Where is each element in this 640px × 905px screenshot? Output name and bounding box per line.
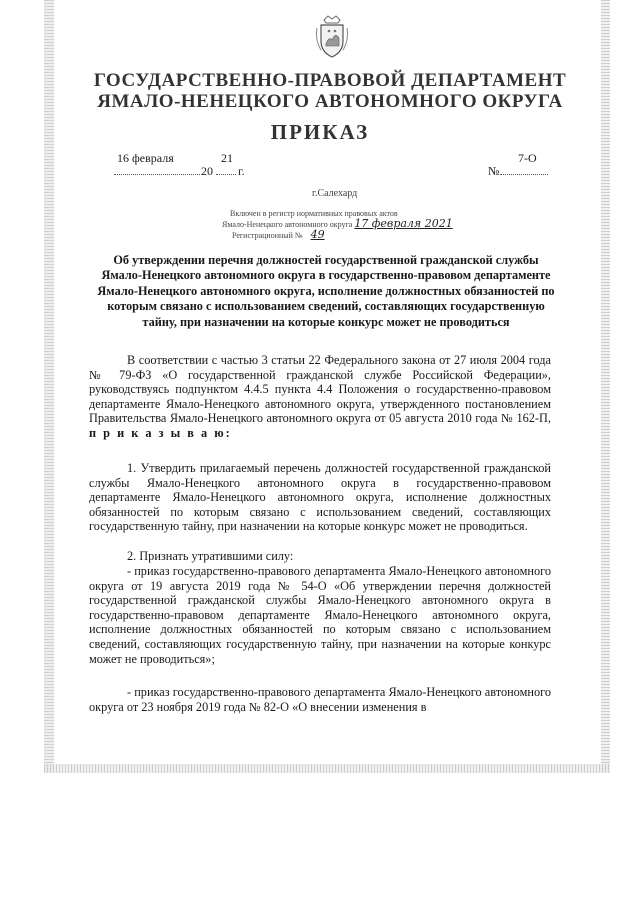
order-number-sign: № <box>488 164 500 178</box>
year-underline <box>216 174 236 175</box>
registry-line2 <box>222 219 453 230</box>
number-underline <box>500 174 548 175</box>
registry-line1: Включен в регистр нормативных правовых актов <box>230 209 398 218</box>
registry-line3-text: Регистрационный № <box>232 231 303 240</box>
item-2-sub1-paragraph: - приказ государственно-правового департамента Ямало-Ненецкого автономного округа от 19 августа 2019 года № 54-О «Об утверждении перечня должностей государственной гражданской службы Ямало-Ненецкого автономного округа в государственно-правовом департаменте Ямало-Ненецкого автономного округа, исполнение должностных обязанностей по которым связано с использованием сведений, составляющих государственную тайну, при назначении на которые конкурс может не проводиться»; <box>89 564 551 666</box>
organization-name-line1: ГОСУДАРСТВЕННО-ПРАВОВОЙ ДЕПАРТАМЕНТ <box>93 70 567 91</box>
item-1-paragraph: 1. Утвердить прилагаемый перечень должностей государственной гражданской службы Ямало-Ненецкого автономного округа в государственно-правовом департаменте Ямало-Ненецкого автономного округа, исполнение должностных обязанностей по которым связано с использованием сведений, составляющих государственную тайну, при назначении на которые конкурс может не проводиться. <box>89 461 551 534</box>
order-word: п р и к а з ы в а ю: <box>89 425 232 440</box>
order-year-prefix: 20 <box>201 164 213 178</box>
organization-name-line2: ЯМАЛО-НЕНЕЦКОГО АВТОНОМНОГО ОКРУГА <box>97 91 563 112</box>
document-title: Об утверждении перечня должностей государственной гражданской службы Ямало-Ненецкого автономного округа в государственно-правовом департаменте Ямало-Ненецкого автономного округа, исполнение должностных обязанностей по которым связано с использованием сведений, составляющих государственную тайну, при назначении на которые конкурс может не проводиться <box>97 253 555 329</box>
coat-of-arms-icon <box>314 14 350 60</box>
preamble-paragraph <box>89 353 551 441</box>
item-2-paragraph: 2. Признать утратившими силу: <box>127 549 294 563</box>
document-type-heading: ПРИКАЗ <box>270 120 370 144</box>
registry-line3 <box>232 230 453 241</box>
preamble-text: В соответствии с частью 3 статьи 22 Федерального закона от 27 июля 2004 года № 79-ФЗ «О государственной гражданской службе Российской Федерации», руководствуясь подпунктом 4.4.5 пункта 4.4 Положения о государственно-правовом департаменте Ямало-Ненецкого автономного округа, утвержденного постановлением Правительства Ямало-Ненецкого автономного округа от 05 августа 2010 года № 162-П, <box>89 353 551 426</box>
scan-border-bottom <box>44 764 610 773</box>
item-2-sub2-paragraph: - приказ государственно-правового департамента Ямало-Ненецкого автономного округа от 23 ноября 2019 года № 82-О «О внесении изменения в <box>89 685 551 714</box>
order-year-unit: г. <box>238 164 245 178</box>
scan-border-right <box>601 0 610 772</box>
registry-handwritten-date: 17 февраля 2021 <box>354 217 453 230</box>
order-number: 7-О <box>518 151 537 165</box>
order-date: 16 февраля <box>117 151 174 165</box>
order-year-suffix: 21 <box>221 151 233 165</box>
registry-stamp <box>222 209 453 241</box>
registry-line2-text: Ямало-Ненецкого автономного округа <box>222 220 353 229</box>
scan-border-left <box>44 0 54 772</box>
registry-handwritten-number: 49 <box>310 228 325 241</box>
date-underline <box>114 174 200 175</box>
city-name: г.Салехард <box>312 188 358 199</box>
